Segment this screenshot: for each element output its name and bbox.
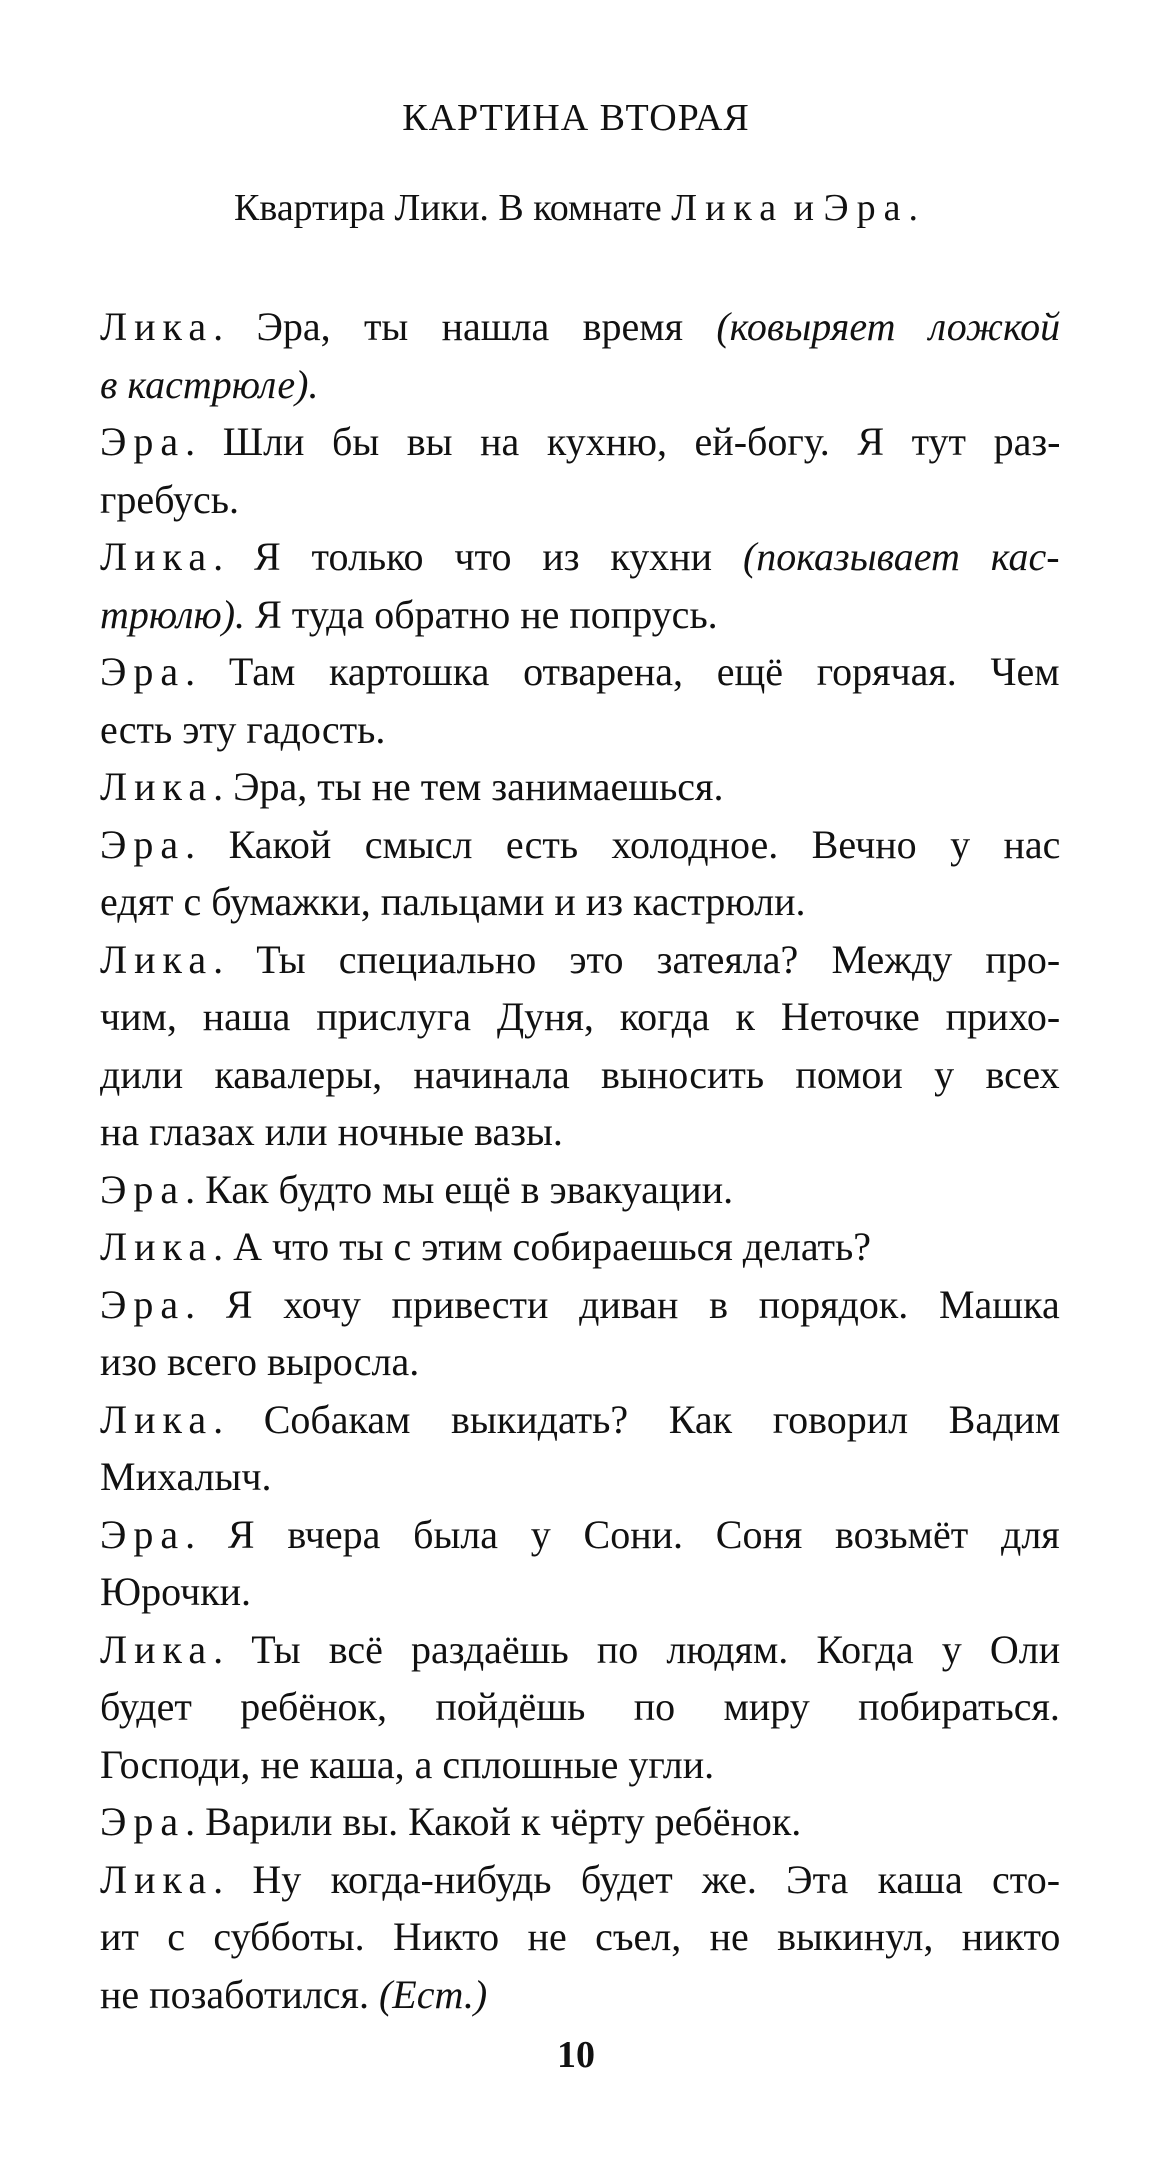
text-line <box>100 1966 1060 2024</box>
line-text: есть эту гадость. <box>100 706 386 752</box>
text-line <box>100 471 1060 529</box>
stage-remark: (ковыряет ложкой <box>716 304 1061 349</box>
text-line <box>100 816 1060 874</box>
text-line <box>100 298 1060 356</box>
line-text: . Я вчера была у Сони. Соня возьмёт для <box>185 1511 1060 1557</box>
text-line <box>100 1046 1060 1104</box>
text-line <box>100 988 1060 1046</box>
text-line <box>100 586 1060 644</box>
scene-title: КАРТИНА ВТОРАЯ <box>402 97 750 139</box>
text-line <box>100 758 1060 816</box>
speaker-name: Лика <box>100 764 214 809</box>
stage-remark: в кастрюле). <box>100 361 319 407</box>
line-text: . А что ты с этим собираешься делать? <box>213 1224 872 1269</box>
stage-remark: (показывает кас- <box>742 534 1060 579</box>
text-line <box>100 1333 1060 1391</box>
stage-direction-suffix: . <box>908 187 918 229</box>
line-text: . Эра, ты не тем занимаешься. <box>213 764 724 809</box>
speaker-name: Лика <box>100 936 214 982</box>
line-text: . Какой смысл есть холодное. Вечно у нас <box>185 821 1061 867</box>
text-line <box>100 1506 1060 1564</box>
text-line <box>100 1103 1060 1161</box>
text-line <box>100 1793 1060 1851</box>
line-text: Я туда обратно не попрусь. <box>245 591 718 637</box>
page-number: 10 <box>557 2034 595 2076</box>
text-line <box>100 413 1060 471</box>
speaker-name: Лика <box>100 1224 214 1269</box>
line-text: едят с бумажки, пальцами и из кастрюли. <box>100 879 806 924</box>
text-line <box>100 356 1060 414</box>
line-text: . Собакам выкидать? Как говорил Вадим <box>213 1396 1061 1442</box>
line-text: не позаботился. <box>100 1971 379 2017</box>
text-line <box>100 1851 1060 1909</box>
line-text: . Эра, ты нашла время <box>213 304 717 349</box>
line-text: . Шли бы вы на кухню, ей-богу. Я тут раз- <box>185 419 1061 464</box>
text-line <box>100 873 1060 931</box>
text-line <box>100 1161 1060 1219</box>
speaker-name: Лика <box>100 1396 214 1442</box>
stage-direction-mid: и <box>784 187 824 229</box>
text-line <box>100 1736 1060 1794</box>
speaker-name: Эра <box>100 1511 186 1557</box>
speaker-name: Эра <box>100 649 186 694</box>
stage-direction-prefix: Квартира Лики. В комнате <box>234 187 672 229</box>
text-line <box>100 1218 1060 1276</box>
line-text: гребусь. <box>100 476 239 522</box>
text-line <box>100 1678 1060 1736</box>
stage-remark: (Ест.) <box>378 1971 488 2017</box>
speaker-name: Эра <box>100 419 186 464</box>
line-text: на глазах или ночные вазы. <box>100 1109 563 1154</box>
line-text: изо всего выросла. <box>100 1339 420 1384</box>
text-line <box>100 701 1060 759</box>
speaker-name: Эра <box>100 1799 186 1844</box>
line-text: Господи, не каша, а сплошные угли. <box>100 1741 715 1787</box>
line-text: будет ребёнок, пойдёшь по миру побираться. <box>100 1684 1060 1729</box>
text-line <box>100 931 1060 989</box>
line-text: . Ну когда-нибудь будет же. Эта каша сто- <box>213 1856 1061 1902</box>
speaker-name: Лика <box>100 1626 214 1672</box>
line-text: . Ты специально это затеяла? Между про- <box>213 936 1061 982</box>
line-text: . Я только что из кухни <box>213 534 743 579</box>
line-text: чим, наша прислуга Дуня, когда к Неточке прихо- <box>100 994 1061 1039</box>
stage-remark: трюлю). <box>100 591 246 637</box>
text-line <box>100 1908 1060 1966</box>
line-text: ит с субботы. Никто не съел, не выкинул, никто <box>100 1914 1061 1959</box>
character-name: Лика <box>671 187 785 229</box>
line-text: . Я хочу привести диван в порядок. Машка <box>185 1281 1060 1327</box>
line-text: . Ты всё раздаёшь по людям. Когда у Оли <box>213 1626 1061 1672</box>
line-text: дили кавалеры, начинала выносить помои у всех <box>100 1051 1060 1097</box>
dialogue-body <box>100 298 1060 2023</box>
speaker-name: Эра <box>100 1281 186 1327</box>
line-text: Юрочки. <box>100 1569 252 1614</box>
line-text: Михалыч. <box>100 1454 272 1499</box>
speaker-name: Эра <box>100 821 186 867</box>
text-line <box>100 1391 1060 1449</box>
text-line <box>100 1448 1060 1506</box>
line-text: . Там картошка отварена, ещё горячая. Чем <box>185 649 1060 694</box>
text-line <box>100 1621 1060 1679</box>
text-line <box>100 1563 1060 1621</box>
text-line <box>100 643 1060 701</box>
text-line <box>100 1276 1060 1334</box>
character-name: Эра <box>823 187 909 229</box>
speaker-name: Эра <box>100 1166 186 1212</box>
speaker-name: Лика <box>100 1856 214 1902</box>
speaker-name: Лика <box>100 534 214 579</box>
stage-direction <box>0 186 1152 230</box>
line-text: . Варили вы. Какой к чёрту ребёнок. <box>185 1799 802 1844</box>
speaker-name: Лика <box>100 304 214 349</box>
text-line <box>100 528 1060 586</box>
line-text: . Как будто мы ещё в эвакуации. <box>185 1166 734 1212</box>
